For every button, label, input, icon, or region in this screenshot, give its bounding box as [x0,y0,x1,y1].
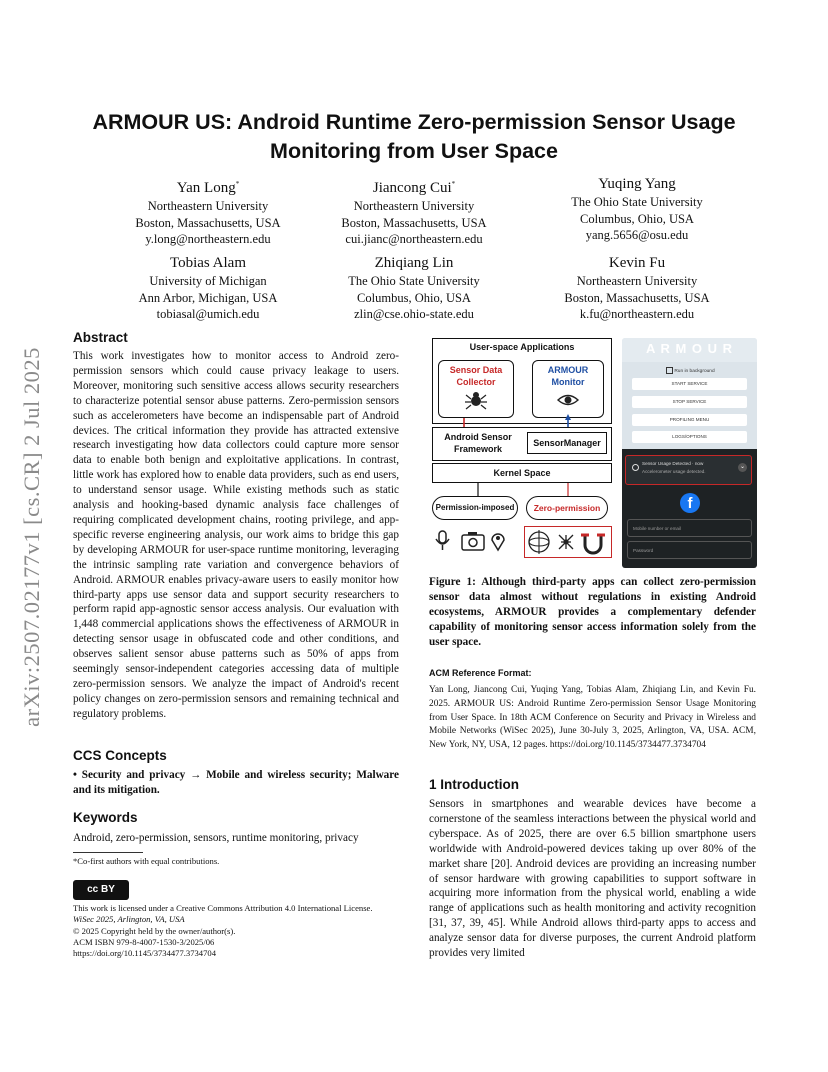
figure-1 [428,338,758,570]
author-email: tobiasal@umich.edu [156,307,260,321]
abstract-heading: Abstract [73,330,128,345]
notification-body: Accelerometer usage detected. [642,469,706,474]
introduction-heading: 1 Introduction [429,777,519,792]
kernel-label: Kernel Space [493,468,551,478]
author-name: Jiancong Cui [372,180,452,196]
collector-label: Sensor Data Collector [449,365,503,387]
author-block [93,253,323,323]
introduction-text: Sensors in smartphones and wearable devices have become a cornerstone of the seamless interactions between the physical world and cyberspace. As of 2025, there are over 6.5 billion smartphone users worldwide with Android-powered devices taking up over 80% of the market share [20]. Android devices are providing an increasing number of sensor hardware with growing capabilities to support software in acquiring more information from the physical world, enabling a wide range of applications such as health monitoring and activity recognition [31, 37, 39, 45]. While Android allows third-party apps to access and analyze sensor data for diverse purposes, the current Android platform provides very limited [429,798,756,960]
sensormanager-box [527,432,607,454]
camera-icon [462,532,484,550]
author-block [93,174,323,248]
checkbox-icon [666,367,673,374]
start-service-button[interactable]: START SERVICE [632,378,747,390]
zero-permission-sensor-icons [525,527,611,557]
acm-ref-heading: ACM Reference Format: [429,668,532,678]
paper-title [40,108,788,166]
footnote-cofirst: *Co-first authors with equal contributions. [73,856,220,866]
sensormanager-label: SensorManager [533,438,601,448]
profiling-menu-button[interactable]: PROFILING MENU [632,414,747,426]
userspace-label: User-space Applications [469,342,575,352]
author-affiliation: Northeastern University [576,274,698,288]
author-affiliation: The Ohio State University [571,195,703,209]
keywords-text: Android, zero-permission, sensors, runtime monitoring, privacy [73,832,359,844]
monitor-label: ARMOUR Monitor [547,365,589,387]
author-name: Yan Long [176,180,236,196]
author-location: Boston, Massachusetts, USA [135,215,281,230]
zero-permission-box [526,496,608,520]
author-name: Zhiqiang Lin [374,255,454,271]
accelerometer-icon [559,535,573,549]
logs-options-button[interactable]: LOGS/OPTIONS [632,431,747,443]
license-doi: https://doi.org/10.1145/3734477.3734704 [73,948,216,959]
framework-label: Android Sensor Framework [444,432,512,454]
run-in-background-toggle[interactable] [666,367,715,374]
author-location: Boston, Massachusetts, USA [564,290,710,305]
permission-imposed-box [432,496,518,520]
notification-title: Sensor Usage Detected · now [642,461,704,466]
abstract-text: This work investigates how to monitor access to Android zero-permission sensors which could cause privacy leakage to users. Moreover, monitoring such sensitive access allows security researchers to characterize potential sensor abuse patterns. Zero-permission sensors such as accelerometers have become an indispensable part of Android devices. The critical information they provide has attracted extensive research investigating how data collectors could capture more sensor data to enable both benign and exploitative applications. In contrast, little work has explored how to enable data providers, such as end users, to understand sensor usage. While existing methods such as static analysis and hooking-based dynamic analysis face challenges of requiring complicated development chains, rooting privilege, and app-specific reverse engineering analysis, our work aims to bridge this gap by developing ARMOUR for user-space runtime monitoring, leveraging the intrinsic sampling rate variation and convergence behaviors of Android. ARMOUR enables privacy-aware users to easily monitor how third-party apps use sensor data and support security researchers to perform rapid app-agnostic sensor access analysis. Our evaluation with 1,448 commercial applications shows the effectiveness of ARMOUR in detecting sensor usage in obfuscated code and other conditions, and observes salient sensor abuse patterns such as 50% of apps from seemingly sensor-independent categories accessing data of multiple zero-permission sensors. We analyze the impact of Android's recent policy changes on zero-permission sensors and remaining technical and regulatory problems. [73,350,399,720]
mobile-email-input[interactable]: Mobile number or email [627,519,752,537]
zero-permission-sensors-group [524,526,612,558]
kernel-box [432,463,612,483]
author-affiliation: The Ohio State University [348,274,480,288]
author-email: zlin@cse.ohio-state.edu [354,307,474,321]
author-mark: * [235,180,240,188]
footnote-rule [73,852,143,853]
password-input[interactable]: Password [627,541,752,559]
author-email: y.long@northeastern.edu [145,232,271,246]
author-affiliation: Northeastern University [353,199,475,213]
figure-caption: Figure 1: Although third-party apps can collect zero-permission sensor data almost without regulations in existing Android ecosystems, ARMOUR provides a complementary defender capability of monitoring sensor access information solely from the user space. [429,576,756,648]
author-affiliation: Northeastern University [147,199,269,213]
license-block [73,903,399,959]
license-line: This work is licensed under a Creative Commons Attribution 4.0 International License. [73,903,373,913]
sensor-notification[interactable] [625,455,752,485]
ccs-heading: CCS Concepts [73,748,167,763]
stop-service-button[interactable]: STOP SERVICE [632,396,747,408]
author-affiliation: University of Michigan [149,274,267,288]
run-in-background-label: Run in background [674,368,715,374]
app-name: A R M O U R [622,338,757,362]
license-copyright: © 2025 Copyright held by the owner/author(s). [73,925,236,936]
framework-box [432,427,612,461]
location-pin-icon [492,534,504,550]
author-name: Tobias Alam [169,255,247,271]
author-location: Columbus, Ohio, USA [580,211,694,226]
author-mark: * [451,180,456,188]
author-email: k.fu@northeastern.edu [579,307,695,321]
author-location: Ann Arbor, Michigan, USA [138,290,278,305]
author-block [299,253,529,323]
permission-imposed-label: Permission-imposed [435,503,515,512]
paper-title-line-1: ARMOUR US: Android Runtime Zero-permission Sensor Usage [92,110,736,134]
acm-ref-text: Yan Long, Jiancong Cui, Yuqing Yang, Tobias Alam, Zhiqiang Lin, and Kevin Fu. 2025. ARMOUR US: Android Runtime Zero-permission Sensor Usage Monitoring from User Space. In 18th ACM Conference on Security and Privacy in Wireless and Mobile Networks (WiSec 2025), June 30-July 3, 2025, Arlington, VA, USA. ACM, New York, NY, USA, 12 pages. https://doi.org/10.1145/3734477.3734704 [429,685,756,751]
arxiv-identifier: arXiv:2507.02177v1 [cs.CR] 2 Jul 2025 [19,347,44,727]
author-email: cui.jianc@northeastern.edu [345,232,483,246]
author-block [522,174,752,244]
creative-commons-badge: cc BY [73,880,129,900]
author-block [299,174,529,248]
license-isbn: ACM ISBN 979-8-4007-1530-3/2025/06 [73,936,215,947]
chevron-down-icon[interactable]: ⌄ [739,464,746,470]
author-email: yang.5656@osu.edu [585,228,689,242]
facebook-logo-icon: f [680,493,700,513]
license-venue: WiSec 2025, Arlington, VA, USA [73,914,185,925]
notification-icon [632,464,639,471]
magnetometer-icon [581,535,605,553]
author-location: Boston, Massachusetts, USA [341,215,487,230]
ccs-text: • Security and privacy → Mobile and wireless security; Malware and its mitigation. [73,769,399,796]
phone-screenshot [622,338,757,568]
microphone-icon [436,531,449,550]
zero-permission-label: Zero-permission [533,503,601,513]
kernel-connector [428,483,618,497]
paper-title-line-2: Monitoring from User Space [270,139,558,163]
permission-sensor-icons [434,528,516,554]
author-name: Kevin Fu [608,255,666,271]
author-block [522,253,752,323]
author-location: Columbus, Ohio, USA [357,290,471,305]
gyroscope-icon [529,530,549,554]
author-name: Yuqing Yang [598,176,676,192]
keywords-heading: Keywords [73,810,138,825]
